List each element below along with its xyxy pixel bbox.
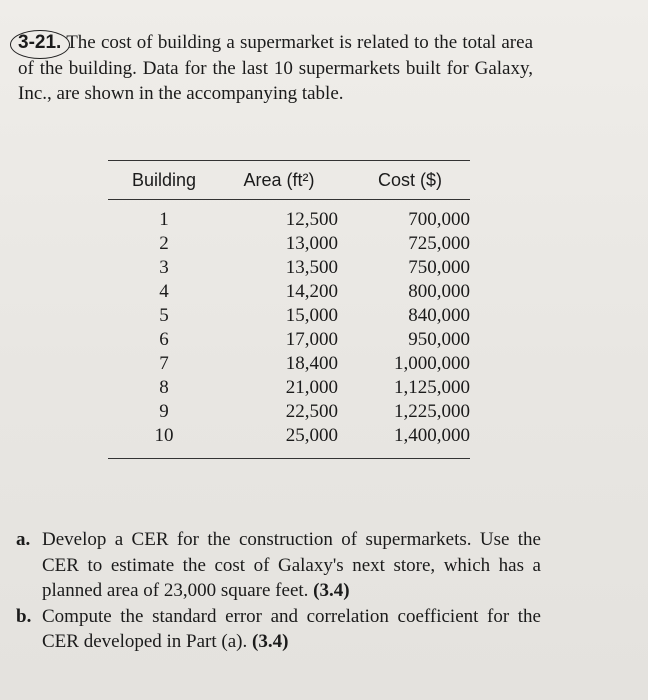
- questions: [16, 527, 541, 655]
- cell-area: 18,400: [285, 353, 338, 374]
- problem-number: 3-21.: [18, 32, 62, 53]
- cell-building: 7: [159, 353, 169, 374]
- question-label: b.: [16, 605, 32, 627]
- cell-building: 9: [159, 401, 169, 422]
- table-row: [108, 280, 470, 304]
- question-body: Develop a CER for the construction of supermarkets. Use the CER to estimate the cost of Galaxy's next store, which has a planned area of 23,000 square feet.: [42, 529, 541, 601]
- question-label: a.: [16, 529, 31, 550]
- question-points: (3.4): [313, 580, 350, 601]
- table-row: [108, 400, 470, 424]
- header-building: Building: [108, 161, 220, 200]
- table-row: [108, 304, 470, 328]
- table-row: [108, 376, 470, 400]
- cell-building: 5: [159, 305, 169, 326]
- cell-building: 10: [154, 425, 174, 446]
- cell-cost: 725,000: [408, 233, 470, 254]
- cell-area: 14,200: [285, 281, 338, 302]
- table-row: [108, 328, 470, 352]
- cell-cost: 950,000: [408, 329, 470, 350]
- cell-cost: 700,000: [408, 209, 470, 230]
- cell-area: 22,500: [285, 401, 338, 422]
- cell-cost: 1,000,000: [394, 353, 470, 374]
- cell-building: 2: [159, 233, 169, 254]
- cell-cost: 800,000: [408, 281, 470, 302]
- table-row: [108, 200, 470, 233]
- header-cost: Cost ($): [350, 161, 470, 200]
- cell-cost: 1,225,000: [394, 401, 470, 422]
- question-body: Compute the standard error and correlation coefficient for the CER developed in Part (a).: [42, 605, 541, 652]
- table-row: [108, 256, 470, 280]
- question-text: [42, 604, 541, 655]
- question-a: [16, 527, 541, 604]
- table-header-row: [108, 161, 470, 200]
- cell-building: 6: [159, 329, 169, 350]
- cell-area: 13,500: [285, 257, 338, 278]
- cell-area: 21,000: [285, 377, 338, 398]
- table-row: [108, 424, 470, 459]
- data-table: [108, 160, 470, 459]
- cell-cost: 840,000: [408, 305, 470, 326]
- cell-building: 3: [159, 257, 169, 278]
- cell-area: 17,000: [285, 329, 338, 350]
- table-row: [108, 352, 470, 376]
- question-text: [42, 527, 541, 604]
- cell-building: 4: [159, 281, 169, 302]
- question-b: [16, 604, 541, 655]
- cell-cost: 1,125,000: [394, 377, 470, 398]
- cell-area: 13,000: [285, 233, 338, 254]
- problem-text: The cost of building a supermarket is related to the total area of the building. Data for the last 10 supermarkets built for Galaxy, Inc., are shown in the accompanying table.: [18, 32, 533, 104]
- header-area: Area (ft²): [220, 161, 350, 200]
- cell-area: 15,000: [285, 305, 338, 326]
- cell-building: 8: [159, 377, 169, 398]
- question-points: (3.4): [252, 631, 289, 652]
- cell-cost: 750,000: [408, 257, 470, 278]
- cell-area: 25,000: [285, 425, 338, 446]
- problem-statement: [18, 30, 533, 107]
- cell-building: 1: [159, 209, 169, 230]
- cell-area: 12,500: [285, 209, 338, 230]
- cell-cost: 1,400,000: [394, 425, 470, 446]
- table-row: [108, 232, 470, 256]
